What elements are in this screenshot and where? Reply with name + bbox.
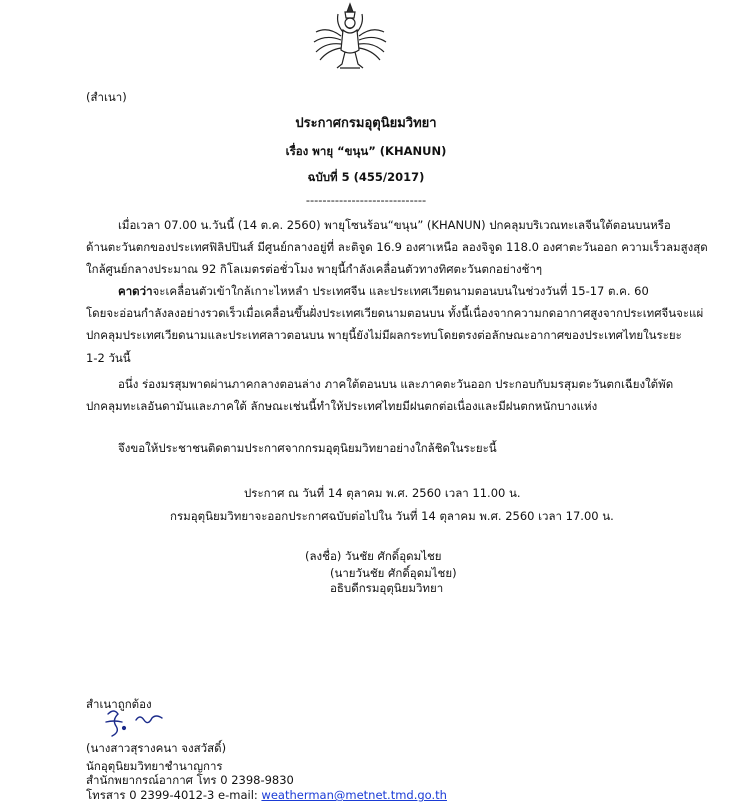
copy-label: (สำเนา) (86, 90, 127, 104)
certified-copy-label: สำเนาถูกต้อง (86, 697, 152, 711)
paragraph-1-line-1: เมื่อเวลา 07.00 น.วันนี้ (14 ต.ค. 2560) พายุโซนร้อน“ขนุน” (KHANUN) ปกคลุมบริเวณทะเลจีนใต้ตอนบนหรือ (118, 218, 671, 232)
document-title: ประกาศกรมอุตุนิยมวิทยา (295, 116, 437, 131)
paragraph-2-line-2: โดยจะอ่อนกำลังลงอย่างรวดเร็วเมื่อเคลื่อนขึ้นฝั่งประเทศเวียดนามตอนบน ทั้งนี้เนื่องจากความกดอากาศสูงจากประเทศจีนจะแผ่ (86, 306, 704, 320)
certifier-name: (นางสาวสุรางคนา จงสวัสดิ์) (86, 741, 227, 755)
email-link[interactable]: weatherman@metnet.tmd.go.th (261, 788, 447, 802)
garuda-emblem-icon (310, 2, 390, 72)
certifier-position: นักอุตุนิยมวิทยาชำนาญการ (86, 759, 223, 773)
paragraph-2-line-1 (118, 284, 649, 298)
document-subject: เรื่อง พายุ “ขนุน” (KHANUN) (285, 144, 447, 158)
fax-text: โทรสาร 0 2399-4012-3 e-mail: (86, 788, 262, 802)
signed-name: (ลงชื่อ) วันชัย ศักดิ์อุดมไชย (305, 549, 442, 563)
announcement-date: ประกาศ ณ วันที่ 14 ตุลาคม พ.ศ. 2560 เวลา 11.00 น. (244, 486, 521, 500)
forecast-keyword: คาดว่า (118, 284, 153, 298)
paragraph-3-line-1: อนึ่ง ร่องมรสุมพาดผ่านภาคกลางตอนล่าง ภาคใต้ตอนบน และภาคตะวันออก ประกอบกับมรสุมตะวันตกเฉียงใต้พัด (118, 377, 674, 391)
paragraph-3-line-2: ปกคลุมทะเลอันดามันและภาคใต้ ลักษณะเช่นนี้ทำให้ประเทศไทยมีฝนตกต่อเนื่องและมีฝนตกหนักบางแห่ง (86, 399, 598, 413)
paragraph-2-line-4: 1-2 วันนี้ (86, 351, 131, 365)
paragraph-2-line-3: ปกคลุมประเทศเวียดนามและประเทศลาวตอนบน พายุนี้ยังไม่มีผลกระทบโดยตรงต่อลักษณะอากาศของประเทศไทยในระยะ (86, 328, 682, 342)
signer-full-name: (นายวันชัย ศักดิ์อุดมไชย) (330, 566, 457, 580)
paragraph-1-line-3: ใกล้ศูนย์กลางประมาณ 92 กิโลเมตรต่อชั่วโมง พายุนี้กำลังเคลื่อนตัวทางทิศตะวันตกอย่างช้าๆ (86, 262, 543, 276)
issue-number: ฉบับที่ 5 (455/2017) (307, 170, 425, 184)
next-issue-notice: กรมอุตุนิยมวิทยาจะออกประกาศฉบับต่อไปใน วันที่ 14 ตุลาคม พ.ศ. 2560 เวลา 17.00 น. (170, 509, 614, 523)
handwritten-signature (100, 706, 170, 740)
office-phone: สำนักพยากรณ์อากาศ โทร 0 2398-9830 (86, 773, 294, 787)
paragraph-1-line-2: ด้านตะวันตกของประเทศฟิลิปปินส์ มีศูนย์กลางอยู่ที่ ละติจูด 16.9 องศาเหนือ ลองจิจูด 118.0 องศาตะวันออก ความเร็วลมสูงสุด (86, 240, 708, 254)
fax-email-line (86, 788, 447, 802)
header-divider: ----------------------------- (305, 193, 427, 207)
paragraph-2-first-text: จะเคลื่อนตัวเข้าใกล้เกาะไหหลำ ประเทศจีน และประเทศเวียดนามตอนบนในช่วงวันที่ 15-17 ต.ค. 60 (152, 284, 649, 298)
signer-position: อธิบดีกรมอุตุนิยมวิทยา (330, 581, 444, 595)
paragraph-4: จึงขอให้ประชาชนติดตามประกาศจากกรมอุตุนิยมวิทยาอย่างใกล้ชิดในระยะนี้ (118, 441, 497, 455)
